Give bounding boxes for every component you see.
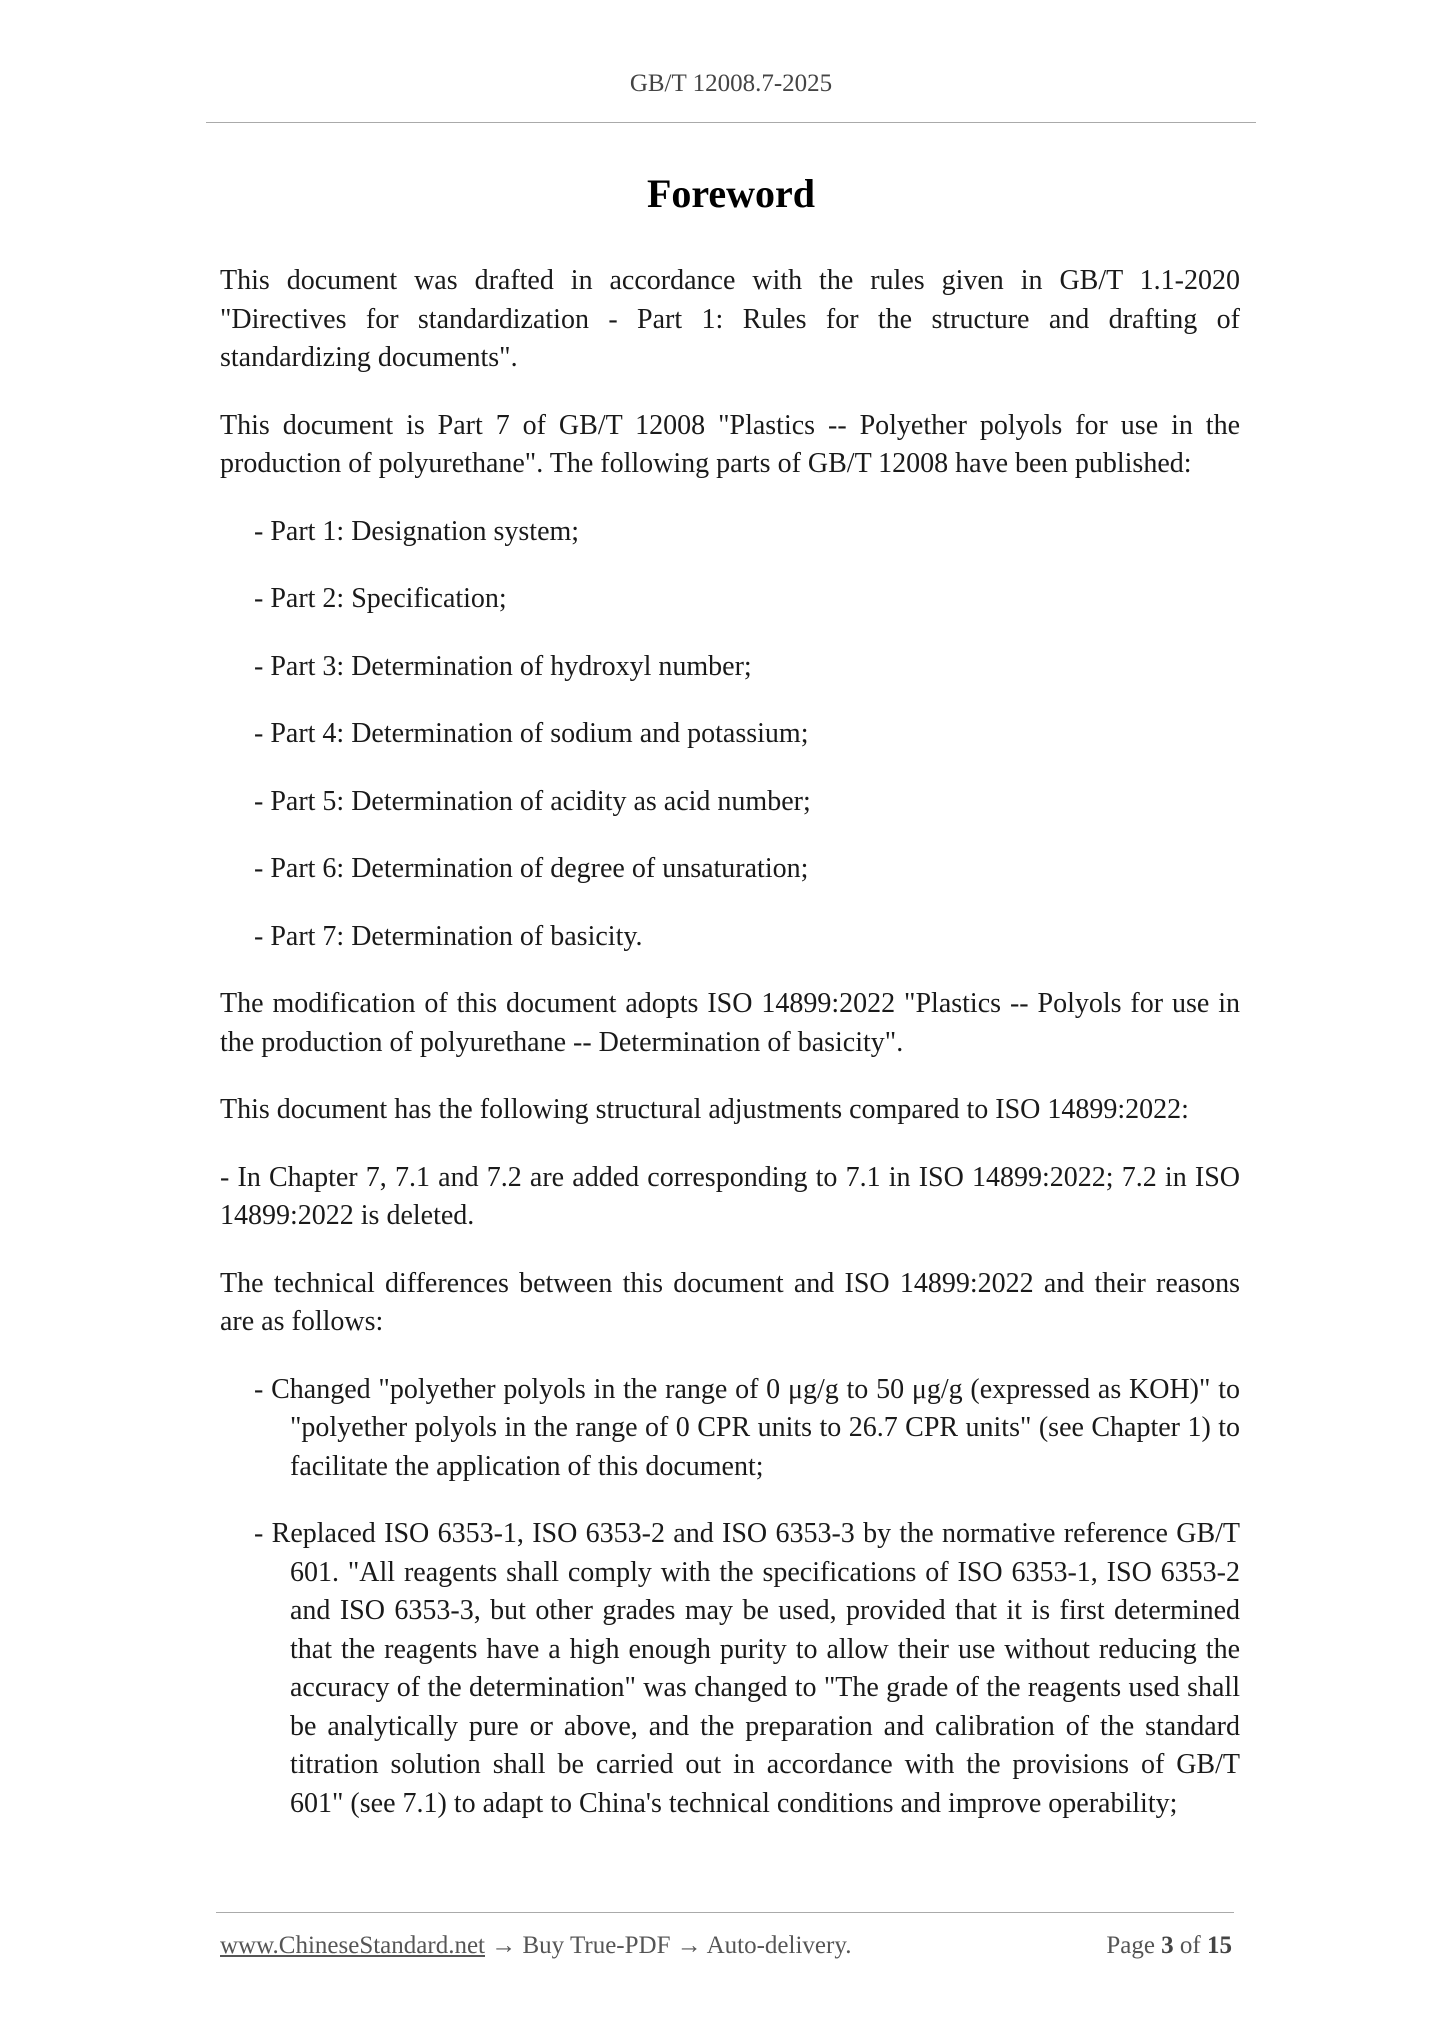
page-title: Foreword <box>646 171 816 216</box>
list-item: - Replaced ISO 6353-1, ISO 6353-2 and ISO 6353-3 by the normative reference GB/T 601. "All reagents shall comply with the specifications of ISO 6353-1, ISO 6353-2 and ISO 6353-3, but other grades may be used, provided that it is first determined that the reagents have a high enough purity to allow their use without reducing the accuracy of the determination" was changed to "The grade of the reagents used shall be analytically pure or above, and the preparation and calibration of the standard titration solution shall be carried out in accordance with the provisions of GB/T 601" (see 7.1) to adapt to China's technical conditions and improve operability; <box>254 1518 1240 1819</box>
paragraph-structural-intro: This document has the following structural adjustments compared to ISO 14899:2022: <box>220 1094 1189 1125</box>
header-divider <box>206 122 1256 123</box>
footer-divider <box>216 1912 1234 1913</box>
page-indicator <box>1106 1932 1232 1960</box>
arrow-right-icon: → <box>491 1932 517 1959</box>
paragraph-drafting-rules: This document was drafted in accordance with the rules given in GB/T 1.1-2020 "Directives for standardization - Part 1: Rules for the structure and drafting of standardizing documents". <box>220 265 1240 373</box>
list-item: - Part 3: Determination of hydroxyl number; <box>254 650 752 682</box>
arrow-right-icon: → <box>676 1932 702 1959</box>
page-current: 3 <box>1161 1932 1174 1959</box>
delivery-text: Auto-delivery. <box>706 1932 852 1959</box>
page-label: Page <box>1106 1932 1155 1959</box>
list-item: - Part 2: Specification; <box>254 583 507 614</box>
paragraph-structural-change: - In Chapter 7, 7.1 and 7.2 are added corresponding to 7.1 in ISO 14899:2022; 7.2 in ISO 14899:2022 is deleted. <box>220 1161 1240 1231</box>
buy-pdf-text: Buy True-PDF <box>522 1932 671 1959</box>
differences-list <box>220 1371 1240 1824</box>
website-link[interactable]: www.ChineseStandard.net <box>220 1932 485 1959</box>
page-total: 15 <box>1207 1932 1232 1959</box>
list-item: - Part 5: Determination of acidity as acid number; <box>254 785 811 817</box>
list-item: - Changed "polyether polyols in the range of 0 μg/g to 50 μg/g (expressed as KOH)" to "polyether polyols in the range of 0 CPR units to 26.7 CPR units" (see Chapter 1) to facilitate the application of this document; <box>254 1373 1240 1482</box>
list-item: - Part 7: Determination of basicity. <box>254 920 643 952</box>
page-of-label: of <box>1179 1932 1201 1959</box>
running-header: GB/T 12008.7-2025 <box>629 70 833 97</box>
document-body <box>220 262 1240 1852</box>
parts-list <box>220 513 1240 957</box>
paragraph-modification: The modification of this document adopts ISO 14899:2022 "Plastics -- Polyols for use in the production of polyurethane -- Determination of basicity". <box>220 988 1240 1058</box>
paragraph-part-intro: This document is Part 7 of GB/T 12008 "Plastics -- Polyether polyols for use in the production of polyurethane". The following parts of GB/T 12008 have been published: <box>220 409 1240 479</box>
list-item: - Part 6: Determination of degree of unsaturation; <box>254 853 809 884</box>
list-item: - Part 1: Designation system; <box>254 515 580 547</box>
paragraph-technical-intro: The technical differences between this document and ISO 14899:2022 and their reasons are as follows: <box>220 1267 1240 1337</box>
footer-promo <box>220 1932 851 1960</box>
list-item: - Part 4: Determination of sodium and potassium; <box>254 718 809 749</box>
